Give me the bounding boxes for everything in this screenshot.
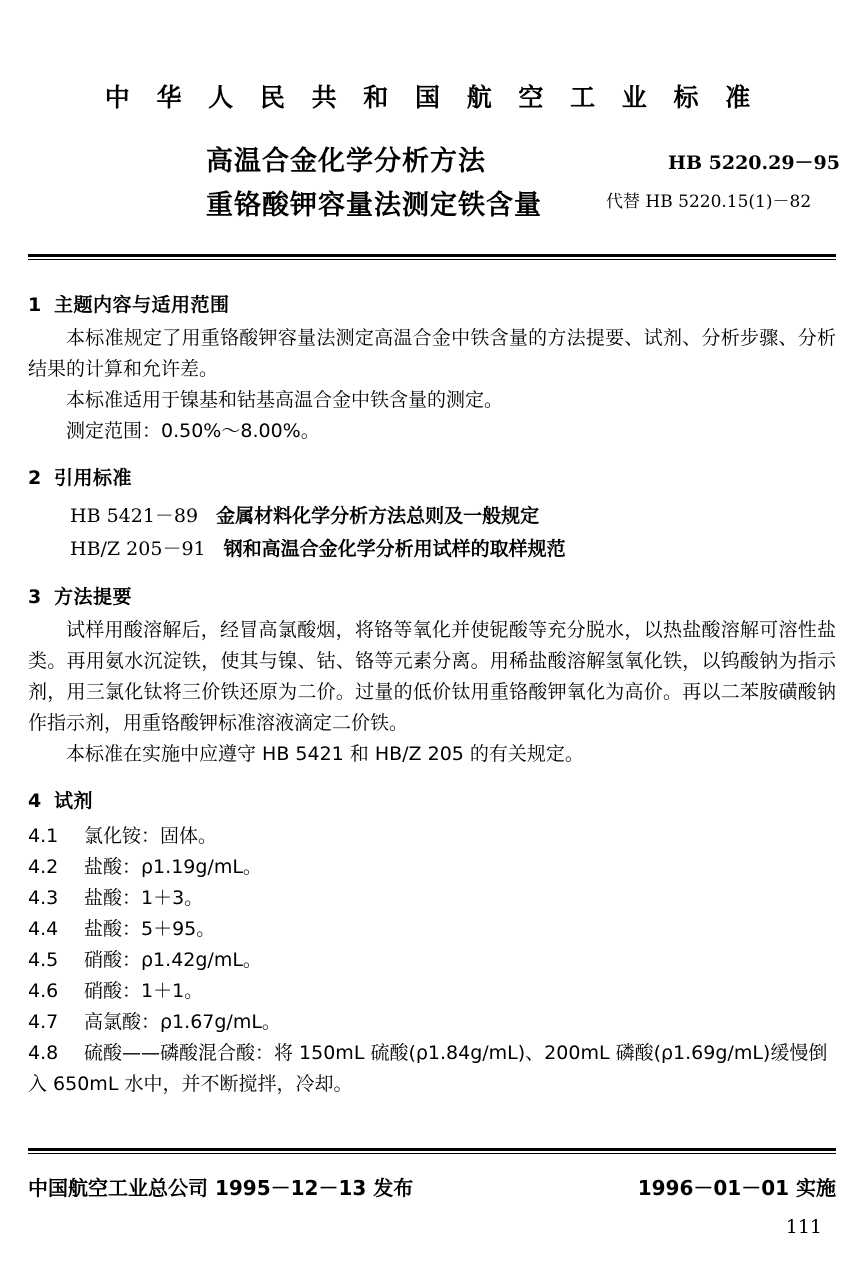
section-title-3: 方法提要 <box>54 586 133 608</box>
reagent-text: 硫酸——磷酸混合酸：将 150mL 硫酸(ρ1.84g/mL)、200mL 磷酸(ρ1.69g/mL)缓慢倒入 650mL 水中，并不断搅拌，冷却。 <box>28 1042 828 1095</box>
section-number-2: 2 <box>28 467 42 489</box>
document-body <box>28 290 836 1100</box>
document-title <box>206 140 542 228</box>
section-heading-4 <box>28 786 836 813</box>
list-item <box>28 821 836 852</box>
section-title-2: 引用标准 <box>54 467 133 489</box>
reference-title: 钢和高温合金化学分析用试样的取样规范 <box>223 538 566 560</box>
footer-divider <box>28 1148 836 1154</box>
list-item <box>28 1007 836 1038</box>
reagent-number: 4.5 <box>28 949 59 971</box>
section-number-4: 4 <box>28 790 42 812</box>
title-line-1: 高温合金化学分析方法 <box>206 146 486 177</box>
reagent-number: 4.3 <box>28 887 59 909</box>
referenced-standards-list <box>28 500 836 566</box>
reagent-text: 氯化铵：固体。 <box>84 825 218 847</box>
section-number-1: 1 <box>28 294 42 316</box>
list-item <box>28 533 836 566</box>
reagent-text: 盐酸：ρ1.19g/mL。 <box>84 856 262 878</box>
standard-number: HB 5220.29－95 <box>668 152 841 174</box>
list-item <box>28 976 836 1007</box>
reference-code: HB/Z 205－91 <box>70 538 206 560</box>
issue-statement: 中国航空工业总公司 1995－12－13 发布 <box>28 1176 414 1200</box>
spacer <box>28 770 836 786</box>
list-item <box>28 914 836 945</box>
reagent-number: 4.6 <box>28 980 59 1002</box>
section-1-paragraph-3: 测定范围：0.50%～8.00%。 <box>66 420 320 442</box>
reagent-text: 高氯酸：ρ1.67g/mL。 <box>84 1011 281 1033</box>
reference-code: HB 5421－89 <box>70 505 199 527</box>
title-line-2: 重铬酸钾容量法测定铁含量 <box>206 190 542 221</box>
section-title-1: 主题内容与适用范围 <box>54 294 230 316</box>
page-number: 111 <box>785 1216 822 1238</box>
effective-statement: 1996－01－01 实施 <box>637 1176 836 1200</box>
reagent-number: 4.8 <box>28 1042 59 1064</box>
reference-title: 金属材料化学分析方法总则及一般规定 <box>216 505 540 527</box>
title-block <box>28 140 841 236</box>
section-3-paragraph-2: 本标准在实施中应遵守 HB 5421 和 HB/Z 205 的有关规定。 <box>66 743 584 765</box>
reagent-text: 硝酸：1＋1。 <box>84 980 204 1002</box>
reagent-text: 盐酸：1＋3。 <box>84 887 204 909</box>
spacer <box>28 566 836 582</box>
page-footer <box>28 1172 836 1201</box>
reagent-text: 硝酸：ρ1.42g/mL。 <box>84 949 262 971</box>
header-divider <box>28 254 836 260</box>
reagent-number: 4.7 <box>28 1011 59 1033</box>
section-heading-2 <box>28 463 836 490</box>
replaced-standard: 代替 HB 5220.15(1)－82 <box>606 192 812 212</box>
reagent-number: 4.4 <box>28 918 59 940</box>
spacer <box>28 447 836 463</box>
section-heading-1 <box>28 290 836 317</box>
list-item <box>28 500 836 533</box>
list-item <box>28 1038 836 1100</box>
reagent-text: 盐酸：5＋95。 <box>84 918 216 940</box>
list-item <box>28 883 836 914</box>
section-title-4: 试剂 <box>54 790 94 812</box>
list-item <box>28 852 836 883</box>
reagents-list <box>28 821 836 1100</box>
section-number-3: 3 <box>28 586 42 608</box>
list-item <box>28 945 836 976</box>
reagent-number: 4.1 <box>28 825 59 847</box>
section-heading-3 <box>28 582 836 609</box>
section-1-paragraph-2: 本标准适用于镍基和钴基高温合金中铁含量的测定。 <box>66 389 504 411</box>
section-3-paragraph-1: 试样用酸溶解后，经冒高氯酸烟，将铬等氧化并使铌酸等充分脱水，以热盐酸溶解可溶性盐类。再用氨水沉淀铁，使其与镍、钴、铬等元素分离。用稀盐酸溶解氢氧化铁，以钨酸钠为指示剂，用三氯化钛将三价铁还原为二价。过量的低价钛用重铬酸钾氧化为高价。再以二苯胺磺酸钠作指示剂，用重铬酸钾标准溶液滴定二价铁。 <box>28 619 836 734</box>
masthead-title: 中 华 人 民 共 和 国 航 空 工 业 标 准 <box>104 83 760 112</box>
reagent-number: 4.2 <box>28 856 59 878</box>
section-1-paragraph-1: 本标准规定了用重铬酸钾容量法测定高温合金中铁含量的方法提要、试剂、分析步骤、分析结果的计算和允许差。 <box>28 327 836 380</box>
